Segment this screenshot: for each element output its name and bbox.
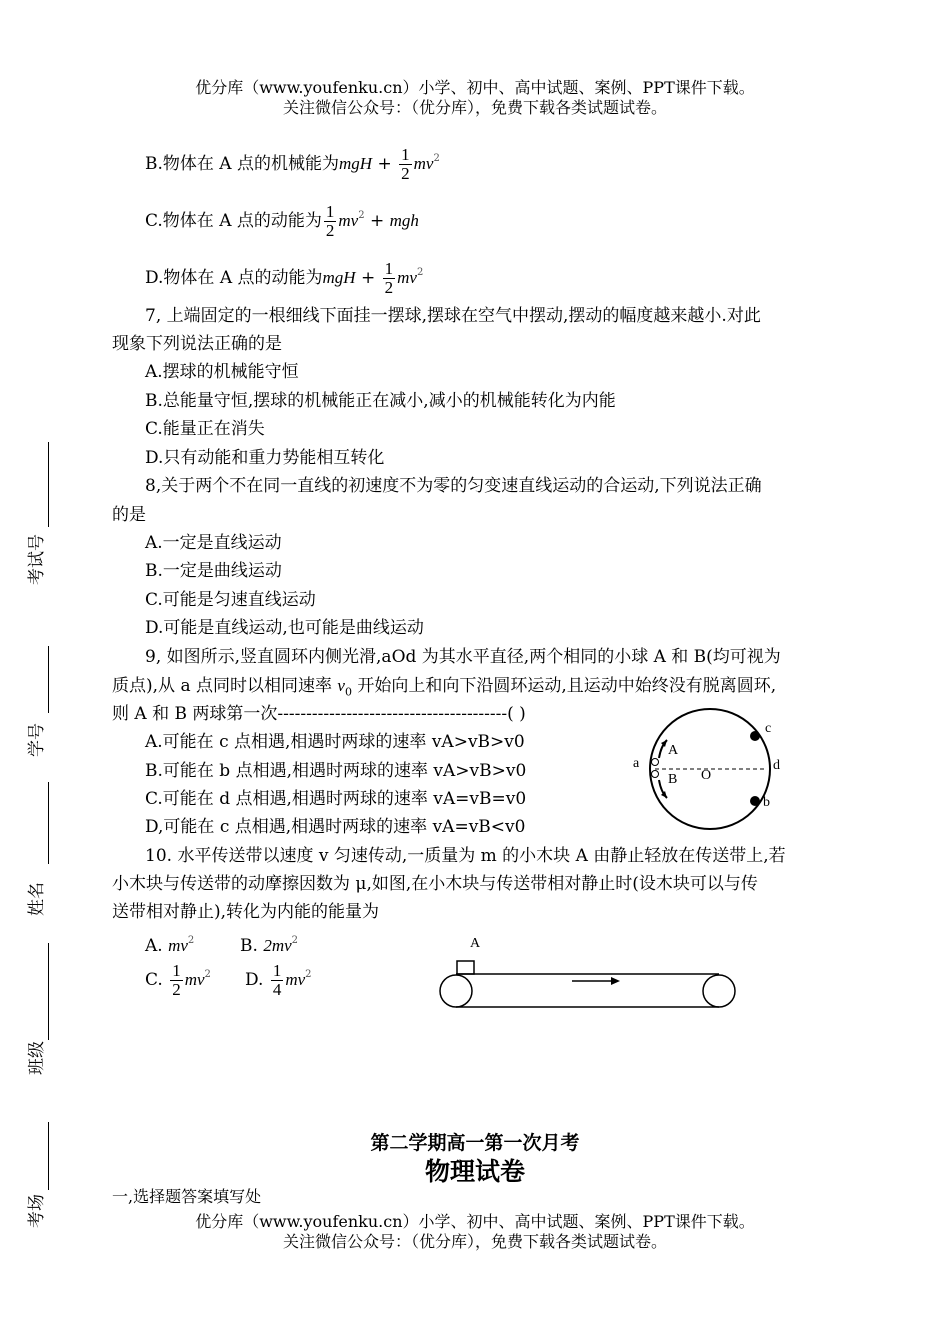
- q10-option-d: D. $\frac{1}{4}$ $mv^2$: [245, 961, 312, 999]
- block-label: A: [470, 936, 481, 951]
- label-ball-a: A: [668, 743, 679, 758]
- q7-stem-2: 现象下列说法正确的是: [112, 334, 282, 354]
- side-class-line: [48, 943, 49, 1040]
- header-line-1: 优分库（www.youfenku.cn）小学、初中、高中试题、案例、PPT课件下载。: [195, 78, 755, 97]
- q7-option-b: B.总能量守恒,摆球的机械能正在减小,减小的机械能转化为内能: [145, 391, 616, 411]
- q7-option-d: D.只有动能和重力势能相互转化: [145, 448, 385, 468]
- q8-stem-2: 的是: [112, 505, 146, 525]
- q9-stem-3: 则 A 和 B 两球第一次----------------------------------------( ): [112, 704, 526, 724]
- q7-option-c: C.能量正在消失: [145, 419, 265, 439]
- q6-option-c: C.物体在 A 点的动能为 $\frac{1}{2}$ $mv^2$ + mgh: [145, 202, 419, 240]
- exam-title: 物理试卷: [424, 1157, 525, 1186]
- q9-option-c: C.可能在 d 点相遇,相遇时两球的速率 vA=vB=v0: [145, 789, 527, 809]
- label-b: b: [763, 795, 770, 810]
- q8-stem-1: 8,关于两个不在同一直线的初速度不为零的匀变速直线运动的合运动,下列说法正确: [145, 476, 762, 496]
- header-line-2: 关注微信公众号：（优分库），免费下载各类试题试卷。: [282, 98, 667, 117]
- side-name-line: [48, 782, 49, 864]
- q7-stem-1: 7, 上端固定的一根细线下面挂一摆球,摆球在空气中摆动,摆动的幅度越来越小.对此: [145, 306, 761, 326]
- ball-b: [652, 771, 659, 778]
- q8-option-c: C.可能是匀速直线运动: [145, 590, 316, 610]
- q9-option-a: A.可能在 c 点相遇,相遇时两球的速率 vA>vB>v0: [145, 732, 525, 752]
- answer-section-heading: 一,选择题答案填写处: [112, 1187, 262, 1206]
- q9-option-b: B.可能在 b 点相遇,相遇时两球的速率 vA>vB>v0: [145, 761, 527, 781]
- direction-arrow-head: [611, 977, 620, 985]
- q6-option-d: D.物体在 A 点的动能为mgH + $\frac{1}{2}$ $mv^2$: [145, 259, 424, 297]
- label-d: d: [773, 758, 780, 773]
- side-exam-no-line: [48, 442, 49, 527]
- q7-option-a: A.摆球的机械能守恒: [145, 362, 299, 382]
- q9-stem-1: 9, 如图所示,竖直圆环内侧光滑,aOd 为其水平直径,两个相同的小球 A 和 B(均可视为: [145, 647, 781, 667]
- footer-line-1: 优分库（www.youfenku.cn）小学、初中、高中试题、案例、PPT课件下载。: [195, 1212, 755, 1231]
- point-b-dot: [750, 796, 760, 806]
- exam-subtitle: 第二学期高一第一次月考: [370, 1132, 580, 1154]
- side-student-no-line: [48, 646, 49, 713]
- q10-stem-2: 小木块与传送带的动摩擦因数为 μ,如图,在小木块与传送带相对静止时(设木块可以与传: [112, 874, 758, 894]
- side-name-label: 姓名: [27, 882, 47, 916]
- right-pulley: [703, 975, 735, 1007]
- q10-option-b: B. $2mv^2$: [240, 935, 299, 956]
- side-student-no-label: 学号: [27, 723, 47, 757]
- q8-option-b: B.一定是曲线运动: [145, 561, 282, 581]
- ball-a: [652, 759, 659, 766]
- q6-option-b: B.物体在 A 点的机械能为mgH + $\frac{1}{2}$ $mv^2$: [145, 145, 440, 183]
- label-o: O: [701, 768, 712, 783]
- q10-option-c: C. $\frac{1}{2}$ $mv^2$: [145, 961, 211, 999]
- label-a: a: [633, 756, 640, 771]
- q9-circle-figure: [625, 700, 800, 840]
- label-ball-b: B: [668, 772, 678, 787]
- q9-stem-2: 质点),从 a 点同时以相同速率 $v_0$ 开始向上和向下沿圆环运动,且运动中始终没有脱离圆环,: [112, 676, 777, 699]
- q10-stem-3: 送带相对静止),转化为内能的能量为: [112, 902, 380, 922]
- side-exam-no-label: 考试号: [27, 534, 47, 585]
- q9-option-d: D,可能在 c 点相遇,相遇时两球的速率 vA=vB<v0: [145, 817, 526, 837]
- footer-line-2: 关注微信公众号：（优分库），免费下载各类试题试卷。: [282, 1232, 667, 1251]
- point-c-dot: [750, 731, 760, 741]
- wooden-block: [457, 961, 474, 974]
- q10-conveyor-figure: [430, 930, 750, 1015]
- q8-option-d: D.可能是直线运动,也可能是曲线运动: [145, 618, 424, 638]
- side-class-label: 班级: [27, 1041, 47, 1075]
- q8-option-a: A.一定是直线运动: [145, 533, 282, 553]
- left-pulley: [440, 975, 472, 1007]
- side-room-label: 考场: [27, 1194, 47, 1228]
- q10-stem-1: 10. 水平传送带以速度 v 匀速传动,一质量为 m 的小木块 A 由静止轻放在传送带上,若: [145, 846, 786, 866]
- q10-option-a: A. $mv^2$: [145, 935, 195, 956]
- label-c: c: [765, 721, 772, 736]
